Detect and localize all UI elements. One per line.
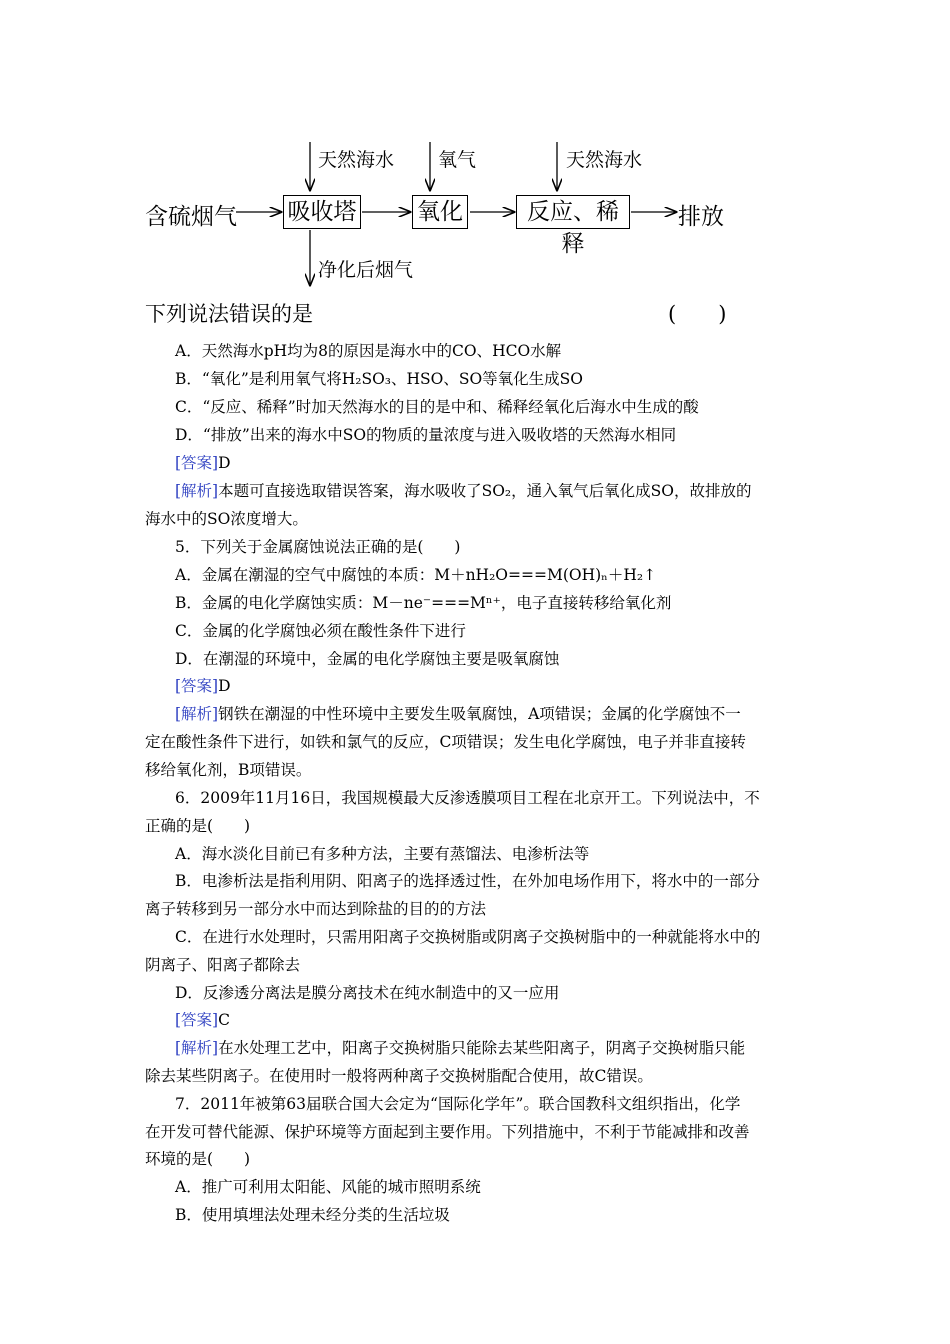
q6-option-b-cont: 离子转移到另一部分水中而达到除盐的目的的方法 bbox=[145, 900, 487, 918]
q7-stem-cont-2: 环境的是( ) bbox=[145, 1150, 251, 1168]
q4-paren: ( ) bbox=[668, 302, 727, 326]
q4-option-a: A．天然海水pH均为8的原因是海水中的CO、HCO水解 bbox=[175, 342, 562, 360]
q5-option-a: A．金属在潮湿的空气中腐蚀的本质：M＋nH₂O===M(OH)ₙ＋H₂↑ bbox=[175, 566, 657, 584]
q6-analysis bbox=[175, 1036, 745, 1058]
q4-option-d: D．“排放”出来的海水中SO的物质的量浓度与进入吸收塔的天然海水相同 bbox=[175, 426, 677, 444]
q4-option-b: B．“氧化”是利用氧气将H₂SO₃、HSO、SO等氧化生成SO bbox=[175, 370, 584, 388]
q5-answer bbox=[175, 674, 231, 696]
q6-stem-cont: 正确的是( ) bbox=[145, 817, 251, 835]
q6-option-c: C．在进行水处理时，只需用阳离子交换树脂或阴离子交换树脂中的一种就能将水中的 bbox=[175, 928, 761, 946]
q7-stem-cont-1: 在开发可替代能源、保护环境等方面起到主要作用。下列措施中，不利于节能减排和改善 bbox=[145, 1123, 750, 1141]
flow-box-react-dilute: 反应、稀释 bbox=[516, 195, 630, 229]
q4-analysis-cont: 海水中的SO浓度增大。 bbox=[145, 510, 308, 528]
analysis-tag: [解析] bbox=[175, 1039, 219, 1057]
q4-analysis bbox=[175, 479, 751, 501]
answer-value: D bbox=[218, 677, 231, 695]
analysis-tag: [解析] bbox=[175, 482, 219, 500]
flow-end: 排放 bbox=[678, 204, 724, 230]
answer-value: D bbox=[218, 454, 231, 472]
q5-option-c: C．金属的化学腐蚀必须在酸性条件下进行 bbox=[175, 622, 466, 640]
answer-tag: [答案] bbox=[175, 454, 219, 472]
output-label-1: 净化后烟气 bbox=[318, 259, 414, 281]
q7-option-a: A．推广可利用太阳能、风能的城市照明系统 bbox=[175, 1178, 481, 1196]
q6-stem: 6．2009年11月16日，我国规模最大反渗透膜项目工程在北京开工。下列说法中，不 bbox=[175, 789, 760, 807]
q5-option-d: D．在潮湿的环境中，金属的电化学腐蚀主要是吸氧腐蚀 bbox=[175, 650, 560, 668]
q7-stem: 7．2011年被第63届联合国大会定为“国际化学年”。联合国教科文组织指出，化学 bbox=[175, 1095, 741, 1113]
q4-stem: 下列说法错误的是 bbox=[145, 302, 313, 326]
q6-option-a: A．海水淡化目前已有多种方法，主要有蒸馏法、电渗析法等 bbox=[175, 845, 590, 863]
q5-analysis bbox=[175, 702, 741, 724]
q5-stem: 5．下列关于金属腐蚀说法正确的是( ) bbox=[175, 538, 461, 556]
flow-box-oxidation: 氧化 bbox=[412, 195, 468, 229]
q6-option-b: B．电渗析法是指利用阴、阳离子的选择透过性，在外加电场作用下，将水中的一部分 bbox=[175, 872, 760, 890]
q4-option-c: C．“反应、稀释”时加天然海水的目的是中和、稀释经氧化后海水中生成的酸 bbox=[175, 398, 699, 416]
q6-option-c-cont: 阴离子、阳离子都除去 bbox=[145, 956, 301, 974]
flow-box-absorber: 吸收塔 bbox=[283, 195, 361, 229]
input-label-1: 天然海水 bbox=[318, 149, 395, 171]
answer-value: C bbox=[218, 1011, 230, 1029]
input-label-3: 天然海水 bbox=[566, 149, 643, 171]
analysis-text: 本题可直接选取错误答案，海水吸收了SO₂，通入氧气后氧化成SO，故排放的 bbox=[218, 482, 752, 500]
analysis-text: 在水处理工艺中，阳离子交换树脂只能除去某些阳离子，阴离子交换树脂只能 bbox=[218, 1039, 746, 1057]
q5-analysis-cont-1: 定在酸性条件下进行，如铁和氯气的反应，C项错误；发生电化学腐蚀，电子并非直接转 bbox=[145, 733, 746, 751]
flow-start: 含硫烟气 bbox=[145, 204, 237, 230]
q6-answer bbox=[175, 1008, 230, 1030]
input-label-2: 氧气 bbox=[438, 149, 477, 171]
q5-analysis-cont-2: 移给氧化剂，B项错误。 bbox=[145, 761, 312, 779]
q6-analysis-cont: 除去某些阴离子。在使用时一般将两种离子交换树脂配合使用，故C错误。 bbox=[145, 1067, 653, 1085]
q6-option-d: D．反渗透分离法是膜分离技术在纯水制造中的又一应用 bbox=[175, 984, 560, 1002]
analysis-text: 钢铁在潮湿的中性环境中主要发生吸氧腐蚀，A项错误；金属的化学腐蚀不一 bbox=[218, 705, 741, 723]
answer-tag: [答案] bbox=[175, 677, 219, 695]
q5-option-b: B．金属的电化学腐蚀实质：M－ne⁻===Mⁿ⁺，电子直接转移给氧化剂 bbox=[175, 594, 672, 612]
q7-option-b: B．使用填埋法处理未经分类的生活垃圾 bbox=[175, 1206, 450, 1224]
analysis-tag: [解析] bbox=[175, 705, 219, 723]
answer-tag: [答案] bbox=[175, 1011, 219, 1029]
q4-answer bbox=[175, 451, 231, 473]
